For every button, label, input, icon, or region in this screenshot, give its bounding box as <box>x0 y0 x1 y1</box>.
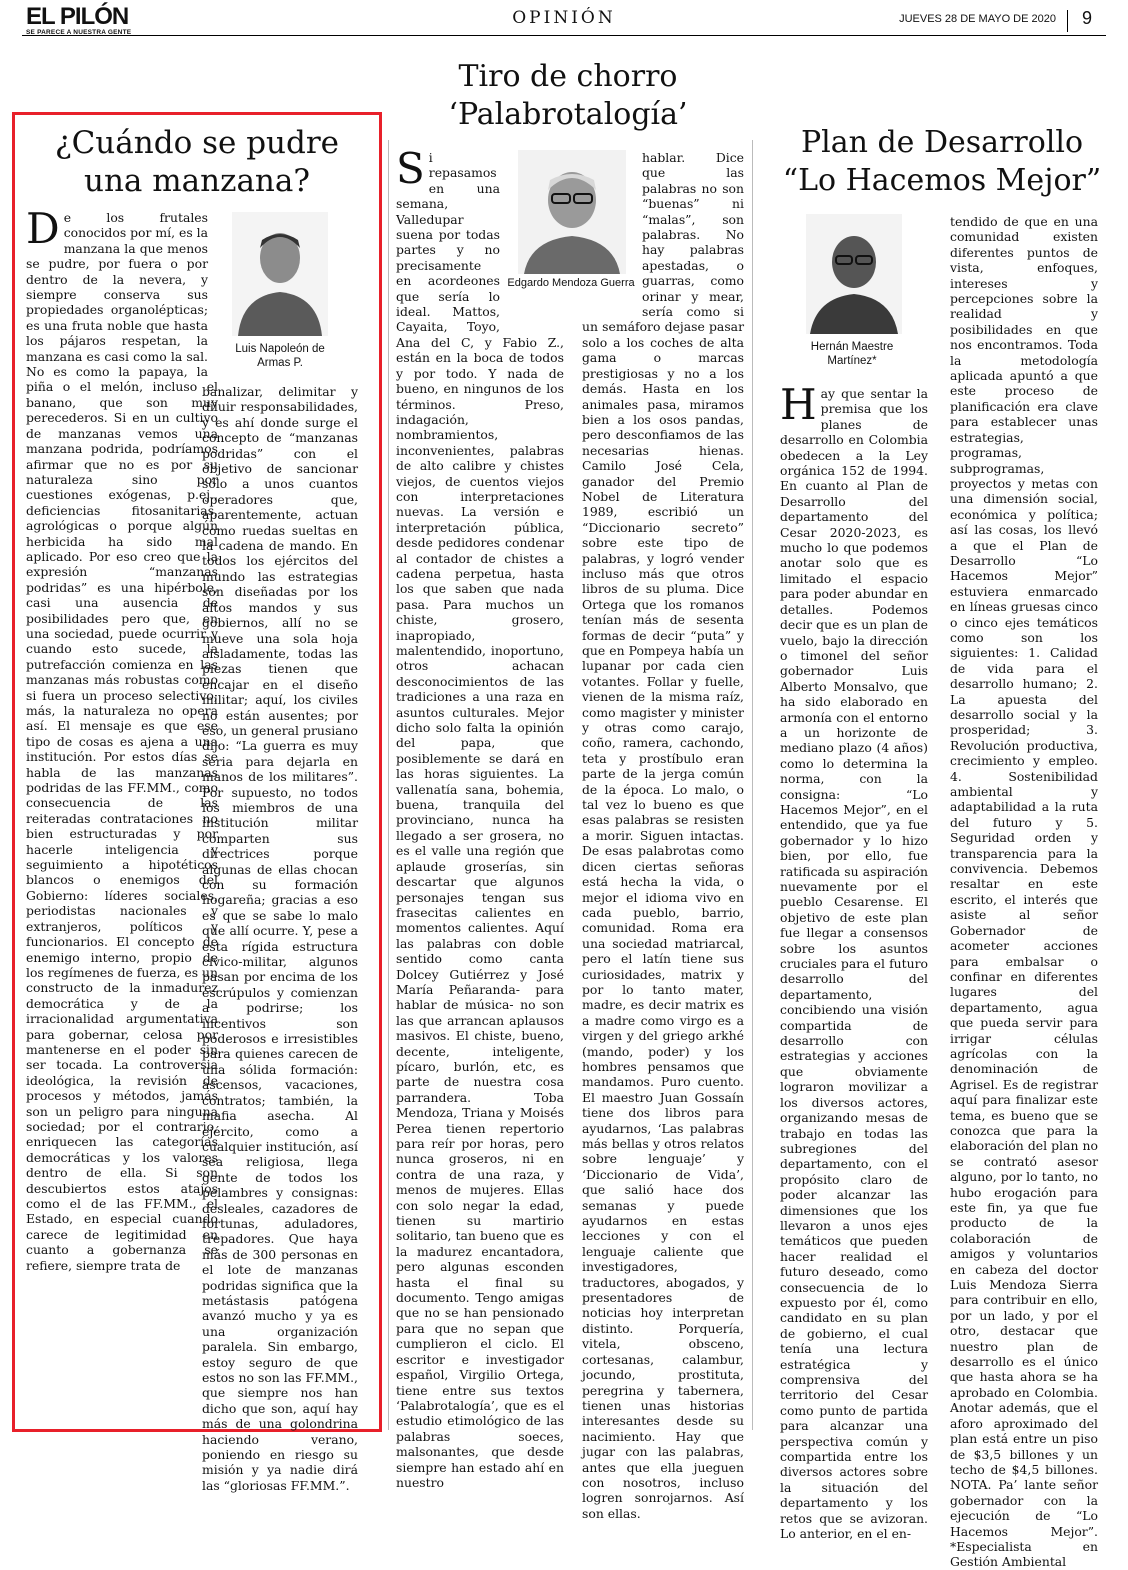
article1-column2 <box>202 384 358 1493</box>
article1-text2: banalizar, delimitar y diluir responsabilidades, y es ahí donde surge el concepto de “manzanas podridas” con el objetivo de sancionar sólo a unos cuantos operadores que, aparentemente, actuan como ruedas sueltas en la cadena de mando. En todos los ejércitos del mundo las estrategias son diseñadas por los altos mandos y sus gobiernos, allí no se mueve una sola hoja aisladamente, todas las piezas tienen que encajar en el diseño militar; aquí, los civiles no están ausentes; por eso, un general prusiano dijo: “La guerra es muy seria para dejarla en manos de los militares”. Por supuesto, no todos los miembros de una institución militar comparten sus directrices porque algunas de ellas chocan con su formación hogareña; gracias a eso es que se sabe lo malo que allí ocurre. Y, pese a esta rígida estructura cívico-militar, algunos pasan por encima de los escrúpulos y comienzan a podrirse; los incentivos son poderosos e irresistibles para quienes carecen de una sólida formación: ascensos, vacaciones, contratos; también, la mafia asecha. Al ejército, como a cualquier institución, así sea religiosa, llega gente de todos los pelambres y consignas: desleales, cazadores de fortunas, aduladores, trepadores. Que haya más de 300 personas en el lote de manzanas podridas significa que la metástasis patógena avanzó mucho y ya es una organización paralela. Sin embargo, estoy seguro de que estos no son las FF.MM., que siempre nos han dicho que son, aquí hay más de una golondrina haciendo verano, poniendo en riesgo su misión y ya nadie dirá las “gloriosas FF.MM.”. <box>202 384 358 1493</box>
article2-dropcap: S <box>396 144 425 193</box>
page-number: 9 <box>1081 8 1092 28</box>
article2-text2: hablar. Dice que las palabras no son “buenas” ni “malas”, son palabras. No hay palabras apestadas, o guarras, como orinar y mear, sería como si un semáforo dejase pasar solo a los coches de alta gama o marcas prestigiosas y no a los demás. Hasta en los animales pasa, miramos bien a los osos pandas, pero desconfiamos de las necesarias hienas. Camilo José Cela, ganador del Premio Nobel de Literatura 1989, escribió un “Diccionario secreto” sobre este tipo de palabras, y logró vender incluso más que otros libros de su pluma. Dice Ortega que los romanos tenían más de sesenta formas de decir “puta” y que en Pompeya había un lupanar por cada cien votantes. Follar y fuelle, vienen de la misma raíz, como magister y minister y otras como carajo, coño, ramera, cachondo, teta y prostíbulo eran parte de la jerga común de la época. Lo malo, o tal vez lo bueno es que esas palabras se resisten a morir. Siguen intactas. De esas palabrotas como dicen ciertas señoras está hecha la vida, o mejor el idioma vivo en cada pueblo, barrio, comunidad. Roma era una sociedad matriarcal, pero el latín tiene sus curiosidades, matrix y por lo tanto mater, madre, es decir matrix es a madre como virgo es a virgen y del griego arkhé (mando, poder) y los hombres pensamos que mandamos. Puro cuento. El maestro Juan Gossaín tiene dos libros para ayudarnos, ‘Las palabras más bellas y otros relatos sobre lenguaje’ y ‘Diccionario de Vida’, que salió hace dos semanas y puede ayudarnos en estas lecciones y con el lenguaje caliente que investigadores, traductores, abogados, y presentadores de noticias hoy interpretan distinto. Porquería, vitela, obsceno, cortesanas, calambur, jocundo, prostituta, peregrina y tabernera, tienen unas historias interesantes desde su nacimiento. Hay que jugar con las palabras, antes que ella jueguen con nosotros, incluso logren sonrojarnos. Así son ellas. <box>582 150 744 1521</box>
article3-author: Hernán Maestre Martínez* <box>810 341 894 367</box>
article1-author-photo <box>232 212 328 336</box>
article3-author-photo <box>806 214 902 334</box>
page-header <box>0 0 1128 40</box>
article1-title <box>20 124 374 200</box>
column-divider <box>388 140 389 1430</box>
article2-title <box>392 58 744 134</box>
article2-title-line1: Tiro de chorro <box>458 59 678 94</box>
article3-dropcap: H <box>780 380 817 429</box>
article1-author: Luis Napoleón de Armas P. <box>235 343 325 369</box>
section-title: OPINIÓN <box>512 8 616 28</box>
article3-title-line1: Plan de Desarrollo <box>800 125 1084 160</box>
article2-column2 <box>582 150 744 1521</box>
newspaper-logo: EL PILÓN <box>26 3 129 30</box>
newspaper-slogan: SE PARECE A NUESTRA GENTE <box>26 29 132 36</box>
header-rule <box>22 35 1106 36</box>
article3-text1: ay que sentar la premisa que los planes de desarrollo en Colombia obedecen a la Ley orgánica 152 de 1994. En cuanto al Plan de Desarrollo del departamento del Cesar 2020-2023, es mucho lo que podemos anotar solo que es limitado el espacio para poder abundar en detalles. Podemos decir que es un plan de vuelo, bajo la dirección o timonel del señor gobernador Luis Alberto Monsalvo, que ha sido elaborado en armonía con el entorno a un horizonte de mediano plazo (4 años) como lo determina la norma, con la consigna: “Lo Hacemos Mejor”, en el entendido, que ya fue gobernador y lo hizo bien, por ello, fue ratificada su aspiración nuevamente por el pueblo Cesarense. El objetivo de este plan fue llegar a consensos sobre los asuntos cruciales para el futuro desarrollo del departamento, concibiendo una visión compartida de desarrollo con estrategias y acciones que obviamente lograron movilizar a los diversos actores, organizando mesas de trabajo en todas las subregiones del departamento, con el propósito claro de poder alcanzar las dimensiones que los llevaron a unos ejes temáticos que pueden hacer realidad el futuro deseado, como consecuencia de lo expuesto por él, como candidato en su plan de gobierno, el cual tenía una lectura estratégica y comprensiva del territorio del Cesar como punto de partida para alcanzar una perspectiva común y compartida entre los diversos actores sobre la situación del departamento y los retos que se avizoran. Lo anterior, en el en- <box>780 386 928 1542</box>
article3-title <box>770 124 1114 200</box>
article2-column1 <box>396 144 564 1490</box>
photo-wrap-spacer <box>582 150 642 318</box>
article1-title-line1: ¿Cuándo se pudre <box>54 125 340 161</box>
article3-text2: tendido de que en una comunidad existen diferentes puntos de vista, enfoques, intereses y percepciones sobre la realidad y posibilidades en que nos encontramos. Toda la metodología aplicada apuntó a que este proceso de planificación era clave para establecer unas estrategias, programas, subprogramas, proyectos y metas con una dimensión social, económica y política; así las cosas, los llevó a que el Plan de Desarrollo “Lo Hacemos Mejor” estuviera enmarcado en líneas gruesas cinco o cinco ejes temáticos como son los siguientes: 1. Calidad de vida para el desarrollo humano; 2. La apuesta del desarrollo social y la prosperidad; 3. Revolución productiva, crecimiento y empleo. 4. Sostenibilidad ambiental y adaptabilidad a la ruta del futuro y 5. Seguridad orden y transparencia para la convivencia. Debemos resaltar en este escrito, el interés que asiste al señor Gobernador de acometer acciones para embalsar o confinar en diferentes lugares del departamento, agua que pueda servir para irrigar células agrícolas con la denominación de Agrisel. Es de registrar aquí para finalizar este tema, es bueno que se conozca que para la elaboración del plan no se contrató asesor alguno, por lo tanto, no hubo erogación para este fin, ya que fue producto de la colaboración de amigos y voluntarios en cabeza del doctor Luis Mendoza Sierra para contribuir en ello, por un lado, y por el otro, destacar que nuestro plan de desarrollo es el único que hasta ahora se ha aprobado en Colombia. Anotar además, que el aforo aproximado del plan está entre un piso de $3,5 billones y un techo de $4,5 billones. NOTA. Pa’ lante señor gobernador con la ejecución de “Lo Hacemos Mejor”. *Especialista en Gestión Ambiental <box>950 214 1098 1570</box>
photo-wrap-spacer <box>208 210 218 370</box>
author-portrait-icon <box>806 214 902 334</box>
article3-title-line2: “Lo Hacemos Mejor” <box>782 163 1102 198</box>
article1-text1: e los frutales conocidos por mí, es la manzana la que menos se pudre, por fuera o por dentro de la nevera, y siempre conserva sus propiedades organolépticas; es una fruta noble que hasta los pájaros respetan, la manzana es casi como la sal. No es como la papaya, la piña o el melón, incluso el banano, que son muy perecederos. Si en un cultivo de manzanas vemos una manzana podrida, podríamos afirmar que no es por su naturaleza sino por cuestiones exógenas, p.ej., deficiencias fitosanitarias, agrológicas o porque algún herbicida ha sido mal aplicado. Por eso creo que la expresión “manzanas podridas” es una hipérbole, casi una ausencia de posibilidades pero que, en una sociedad, puede ocurrir y cuando esto sucede, la putrefacción comienza en las manzanas más robustas como si fuera un proceso selectivo; más, la naturaleza no opera así. El mensaje es que ese tipo de cosas es ajena a una institución. Por estos días se habla de las manzanas podridas de las FF.MM., como consecuencia de las reiteradas contrataciones no bien estructuradas y por hacerle inteligencia y seguimiento a hipotéticos blancos o enemigos del Gobierno: líderes sociales, periodistas nacionales y extranjeros, políticos y funcionarios. El concepto de enemigo interno, propio de los regímenes de fuerza, es un constructo de la inmadurez democrática y de la irracionalidad argumentativa para gobernar, celosa por mantenerse en el poder sin ser tocada. La controversia ideológica, la revisión de procesos y métodos, jamás son un peligro para ninguna sociedad; por el contrario, enriquecen las categorías democráticas y los valores dentro de ella. Si son descubiertos estos atajos como el de las FF.MM., el Estado, en especial cuando carece de legitimidad en cuanto a gobernanza se refiere, siempre trata de <box>26 210 218 1273</box>
article3-column2 <box>950 214 1098 1570</box>
article1-column1 <box>26 204 218 1426</box>
article3-column1 <box>780 380 928 1542</box>
column-divider <box>752 140 753 1430</box>
article2-title-line2: ‘Palabrotalogía’ <box>448 97 688 132</box>
issue-date: JUEVES 28 DE MAYO DE 2020 <box>899 13 1056 25</box>
article1-dropcap: D <box>26 204 60 253</box>
article1-title-line2: una manzana? <box>84 163 310 199</box>
article2-author: Edgardo Mendoza Guerra <box>507 277 635 289</box>
photo-wrap-spacer <box>500 150 564 320</box>
header-divider <box>1067 10 1068 32</box>
article2-text1: i repasamos en una semana, Valledupar suena por todas partes y no precisamente en acordeones que sería lo ideal. Mattos, Cayaita, Toyo, Ana del C, y Fabio Z., están en la boca de todos y por todo. Y nada de bueno, en ningunos de los términos. Preso, indagación, nombramientos, inconvenientes, palabras de alto calibre y chistes viejos, de cuentos viejos con interpretaciones nuevas. La versión e interpretación pública, desde pedidores condenar al contador de chistes a cadena perpetua, hasta los que saben que nada pasa. Para muchos un chiste, grosero, inapropiado, malentendido, inoportuno, otros achacan desconocimientos de las tradiciones a una raza en asuntos culturales. Mejor dicho solo falta la opinión del papa, que posiblemente se dará en las horas siguientes. La vallenatía sana, bohemia, buena, tranquila del provinciano, nunca ha llegado a ser grosera, no es el valle una región que aplaude groserías, sin descartar que algunos personajes tengan sus frasecitas calientes en momentos calientes. Aquí las palabras con doble sentido como canta Dolcey Gutiérrez y José María Peñaranda- para hablar de música- no son las que arrancan aplausos masivos. El chiste, bueno, decente, inteligente, pícaro, burlón, etc, es parte de nuestra cosa parrandera. Toba Mendoza, Triana y Moisés Perea tienen repertorio para reír por horas, pero nunca groseros, ni en contra de una raza, y menos de mujeres. Ellas con solo negar la edad, tienen su martirio solitario, tan bueno que es la madurez encantadora, pero algunas esconden hasta el final su documento. Tengo amigas que no se han pensionado para que no sepan que cumplieron el ciclo. El escritor e investigador español, Virgilio Ortega, tiene entre sus textos ‘Palabrotalogía’, que es el estudio etimológico de las palabras soeces, malsonantes, que desde siempre han estado ahí en nuestro <box>396 150 564 1490</box>
author-portrait-icon <box>232 212 328 336</box>
